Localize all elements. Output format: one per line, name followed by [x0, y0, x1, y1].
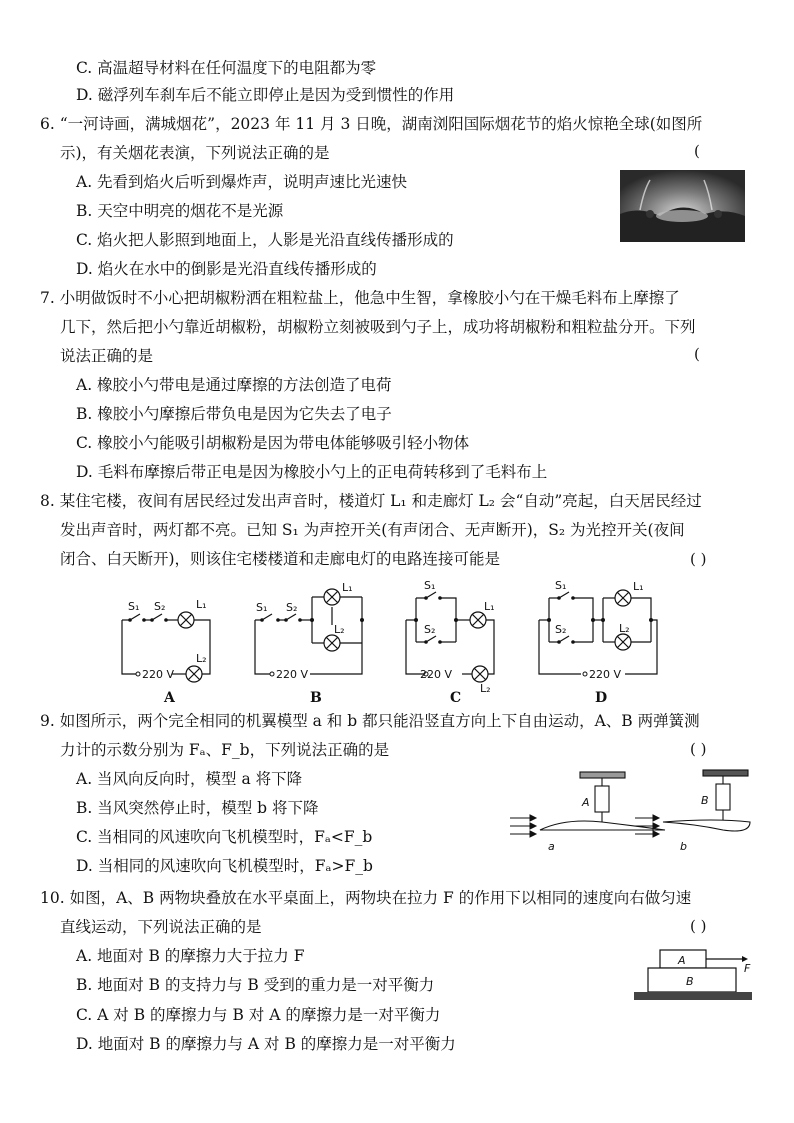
circuit-b-l2-label: L₂	[334, 623, 345, 636]
q7-stem-line2: 几下，然后把小勺靠近胡椒粉，胡椒粉立刻被吸到勺子上，成功将胡椒粉和粗粒盐分开。下列	[60, 318, 696, 336]
circuit-d-l1-label: L₁	[633, 580, 644, 593]
circuit-c-l1-label: L₁	[484, 600, 495, 613]
q10-option-c: C. A 对 B 的摩擦力与 B 对 A 的摩擦力是一对平衡力	[76, 1006, 441, 1024]
circuit-diagram-c	[396, 580, 526, 705]
q7-answer-paren: (	[694, 345, 700, 363]
q10-stem-line2: 直线运动，下列说法正确的是	[60, 918, 262, 936]
q7-stem-line3: 说法正确的是	[60, 347, 154, 365]
q6-option-d: D. 焰火在水中的倒影是光沿直线传播形成的	[76, 260, 377, 278]
circuit-b-voltage: 220 V	[276, 668, 309, 681]
circuit-d-voltage: 220 V	[589, 668, 622, 681]
force-f-label: F	[744, 962, 751, 975]
circuit-b-s1-label: S₁	[256, 601, 268, 614]
q7-option-a: A. 橡胶小勺带电是通过摩擦的方法创造了电荷	[76, 376, 392, 394]
q5-option-d: D. 磁浮列车刹车后不能立即停止是因为受到惯性的作用	[76, 86, 455, 104]
circuit-c-voltage: 220 V	[420, 668, 453, 681]
q6-stem-line1: 6. “一河诗画，满城烟花”，2023 年 11 月 3 日晚，湖南浏阳国际烟花节的焰火惊艳全球(如图所	[40, 115, 703, 133]
q9-option-c: C. 当相同的风速吹向飞机模型时，Fₐ<F_b	[76, 828, 373, 846]
q5-option-c: C. 高温超导材料在任何温度下的电阻都为零	[76, 59, 377, 77]
q6-answer-paren: (	[694, 142, 700, 160]
model-a-label: a	[548, 840, 555, 853]
circuit-a-s1-label: S₁	[128, 600, 140, 613]
q6-option-b: B. 天空中明亮的烟花不是光源	[76, 202, 284, 220]
circuit-b-s2-label: S₂	[286, 601, 298, 614]
circuit-d-s2-label: S₂	[555, 623, 567, 636]
circuit-b-caption: B	[310, 690, 322, 706]
q9-stem-line2: 力计的示数分别为 Fₐ、F_b，下列说法正确的是	[60, 741, 390, 759]
circuit-d-s1-label: S₁	[555, 579, 567, 592]
circuit-a-l2-label: L₂	[196, 652, 207, 665]
q10-option-b: B. 地面对 B 的支持力与 B 受到的重力是一对平衡力	[76, 976, 435, 994]
q7-option-c: C. 橡胶小勺能吸引胡椒粉是因为带电体能够吸引轻小物体	[76, 434, 470, 452]
circuit-c-s2-label: S₂	[424, 623, 436, 636]
circuit-a-l1-label: L₁	[196, 598, 207, 611]
q10-option-d: D. 地面对 B 的摩擦力与 A 对 B 的摩擦力是一对平衡力	[76, 1035, 456, 1053]
circuit-diagram-b	[250, 581, 380, 706]
q6-option-c: C. 焰火把人影照到地面上，人影是光沿直线传播形成的	[76, 231, 454, 249]
q9-stem-line1: 9. 如图所示，两个完全相同的机翼模型 a 和 b 都只能沿竖直方向上下自由运动，A、B 两弹簧测	[40, 712, 700, 730]
fireworks-photo	[620, 170, 745, 242]
q9-option-a: A. 当风向反向时，模型 a 将下降	[76, 770, 303, 788]
q9-option-b: B. 当风突然停止时，模型 b 将下降	[76, 799, 319, 817]
q8-answer-paren: ( )	[690, 550, 707, 568]
block-b-label: B	[686, 975, 694, 988]
wing-models-diagram	[505, 770, 750, 855]
stacked-blocks-diagram	[630, 940, 755, 1005]
circuit-a-s2-label: S₂	[154, 600, 166, 613]
circuit-d-caption: D	[595, 690, 608, 706]
q6-option-a: A. 先看到焰火后听到爆炸声，说明声速比光速快	[76, 173, 408, 191]
circuit-a-caption: A	[164, 690, 175, 706]
circuit-diagram-d	[533, 580, 668, 705]
q8-stem-line2: 发出声音时，两灯都不亮。已知 S₁ 为声控开关(有声闭合、无声断开)，S₂ 为光控开关(夜间	[60, 521, 685, 539]
spring-scale-b-label: B	[701, 794, 709, 807]
circuit-a-voltage: 220 V	[142, 668, 175, 681]
q8-stem-line1: 8. 某住宅楼，夜间有居民经过发出声音时，楼道灯 L₁ 和走廊灯 L₂ 会“自动”亮起，白天居民经过	[40, 492, 702, 510]
q10-answer-paren: ( )	[690, 917, 707, 935]
circuit-c-l2-label: L₂	[480, 682, 491, 695]
q7-option-b: B. 橡胶小勺摩擦后带负电是因为它失去了电子	[76, 405, 392, 423]
q7-stem-line1: 7. 小明做饭时不小心把胡椒粉洒在粗粒盐上，他急中生智，拿橡胶小勺在干燥毛料布上摩擦了	[40, 289, 680, 307]
circuit-c-s1-label: S₁	[424, 579, 436, 592]
model-b-label: b	[680, 840, 687, 853]
circuit-b-l1-label: L₁	[342, 581, 353, 594]
q9-answer-paren: ( )	[690, 740, 707, 758]
block-a-label: A	[678, 954, 686, 967]
q8-stem-line3: 闭合、白天断开)，则该住宅楼楼道和走廊电灯的电路连接可能是	[60, 550, 501, 568]
circuit-d-l2-label: L₂	[619, 622, 630, 635]
q6-stem-line2: 示)，有关烟花表演，下列说法正确的是	[60, 144, 330, 162]
spring-scale-a-label: A	[582, 796, 590, 809]
circuit-diagram-a	[110, 590, 230, 705]
q10-stem-line1: 10. 如图，A、B 两物块叠放在水平桌面上，两物块在拉力 F 的作用下以相同的速度向右做匀速	[40, 889, 692, 907]
q9-option-d: D. 当相同的风速吹向飞机模型时，Fₐ>F_b	[76, 857, 373, 875]
q10-option-a: A. 地面对 B 的摩擦力大于拉力 F	[76, 947, 305, 965]
circuit-c-caption: C	[450, 690, 462, 706]
q7-option-d: D. 毛料布摩擦后带正电是因为橡胶小勺上的正电荷转移到了毛料布上	[76, 463, 548, 481]
